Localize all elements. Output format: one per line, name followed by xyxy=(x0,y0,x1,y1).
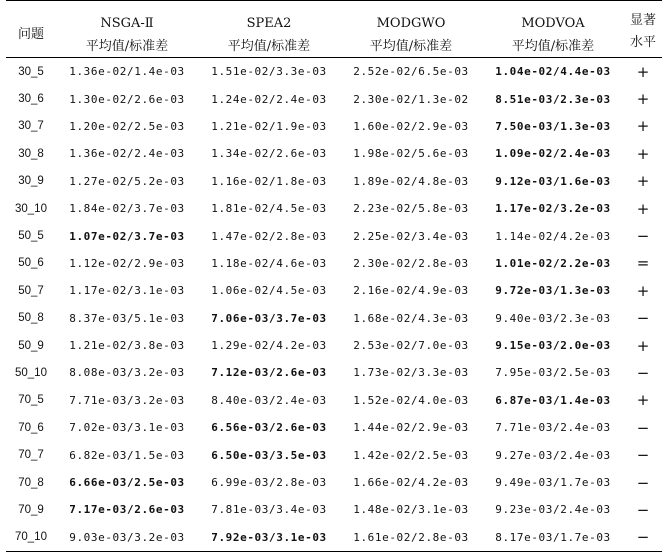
table-row xyxy=(6,140,662,167)
problem-cell: 70_10 xyxy=(15,531,47,544)
spea-value-cell: 6.56e-03/2.6e-03 xyxy=(211,421,327,435)
spea-value-cell: 6.99e-03/2.8e-03 xyxy=(211,476,327,490)
significance-cell: − xyxy=(636,528,650,547)
spea-value-cell: 1.29e-02/4.2e-03 xyxy=(211,339,327,353)
spea-value-cell: 1.47e-02/2.8e-03 xyxy=(211,229,327,243)
modvoa-value-cell: 9.15e-03/2.0e-03 xyxy=(495,339,611,353)
nsga-value-cell: 8.08e-03/3.2e-03 xyxy=(69,366,185,380)
significance-cell: + xyxy=(636,117,650,136)
nsga-value-cell: 6.66e-03/2.5e-03 xyxy=(69,476,185,490)
modvoa-value-cell: 1.04e-02/4.4e-03 xyxy=(495,65,611,79)
problem-cell: 30_9 xyxy=(18,175,44,188)
modvoa-value-cell: 7.71e-03/2.4e-03 xyxy=(495,421,611,435)
significance-cell: + xyxy=(636,144,650,163)
modgwo-value-cell: 1.42e-02/2.5e-03 xyxy=(353,448,469,462)
problem-cell: 70_5 xyxy=(18,394,44,407)
significance-cell: + xyxy=(636,336,650,355)
results-body xyxy=(6,58,662,552)
table-row xyxy=(6,85,662,112)
table-row xyxy=(6,305,662,332)
modvoa-value-cell: 9.40e-03/2.3e-03 xyxy=(495,311,611,325)
nsga-value-cell: 8.37e-03/5.1e-03 xyxy=(69,311,185,325)
problem-cell: 70_8 xyxy=(18,476,44,489)
significance-cell: − xyxy=(636,418,650,437)
header-row-metrics xyxy=(6,31,662,58)
significance-cell: − xyxy=(636,363,650,382)
spea-value-cell: 1.24e-02/2.4e-03 xyxy=(211,92,327,106)
algorithm-header-modvoa: MODVOA xyxy=(521,16,585,31)
modgwo-value-cell: 2.25e-02/3.4e-03 xyxy=(353,229,469,243)
significance-cell: − xyxy=(636,227,650,246)
modvoa-value-cell: 7.50e-03/1.3e-03 xyxy=(495,119,611,133)
modgwo-value-cell: 1.61e-02/2.8e-03 xyxy=(353,530,469,544)
algorithm-header-nsga2: NSGA-Ⅱ xyxy=(100,16,154,31)
spea-value-cell: 7.12e-03/2.6e-03 xyxy=(211,366,327,380)
modgwo-value-cell: 2.52e-02/6.5e-03 xyxy=(353,65,469,79)
problem-cell: 50_6 xyxy=(18,257,44,270)
significance-cell: = xyxy=(636,254,650,273)
modvoa-value-cell: 7.95e-03/2.5e-03 xyxy=(495,366,611,380)
significance-cell: + xyxy=(636,281,650,300)
nsga-value-cell: 1.20e-02/2.5e-03 xyxy=(69,119,185,133)
problem-cell: 50_8 xyxy=(18,312,44,325)
problem-cell: 70_7 xyxy=(18,449,44,462)
problem-cell: 50_5 xyxy=(18,230,44,243)
modvoa-value-cell: 1.14e-02/4.2e-03 xyxy=(495,229,611,243)
modvoa-value-cell: 1.09e-02/2.4e-03 xyxy=(495,147,611,161)
table-row xyxy=(6,58,662,86)
table-row xyxy=(6,496,662,523)
algorithm-header-spea2: SPEA2 xyxy=(246,16,292,31)
spea-value-cell: 1.16e-02/1.8e-03 xyxy=(211,174,327,188)
modgwo-value-cell: 2.30e-02/2.8e-03 xyxy=(353,256,469,270)
results-table-container xyxy=(6,0,662,552)
table-row xyxy=(6,195,662,222)
spea-value-cell: 1.06e-02/4.5e-03 xyxy=(211,284,327,298)
significance-cell: − xyxy=(636,309,650,328)
subheader-nsga2: 平均值/标准差 xyxy=(85,38,169,54)
spea-value-cell: 7.06e-03/3.7e-03 xyxy=(211,311,327,325)
spea-value-cell: 8.40e-03/2.4e-03 xyxy=(211,393,327,407)
modgwo-value-cell: 1.66e-02/4.2e-03 xyxy=(353,476,469,490)
spea-value-cell: 1.18e-02/4.6e-03 xyxy=(211,256,327,270)
significance-header-line1: 显著 xyxy=(629,13,656,28)
algorithm-header-modgwo: MODGWO xyxy=(376,16,446,31)
table-row xyxy=(6,332,662,359)
results-table xyxy=(6,0,662,552)
nsga-value-cell: 1.12e-02/2.9e-03 xyxy=(69,256,185,270)
nsga-value-cell: 1.21e-02/3.8e-03 xyxy=(69,339,185,353)
modgwo-value-cell: 1.44e-02/2.9e-03 xyxy=(353,421,469,435)
significance-cell: + xyxy=(636,90,650,109)
significance-cell: + xyxy=(636,199,650,218)
modvoa-value-cell: 6.87e-03/1.4e-03 xyxy=(495,393,611,407)
header-row-algorithms xyxy=(6,1,662,32)
table-row xyxy=(6,469,662,496)
modgwo-value-cell: 1.73e-02/3.3e-03 xyxy=(353,366,469,380)
table-row xyxy=(6,359,662,386)
nsga-value-cell: 1.27e-02/5.2e-03 xyxy=(69,174,185,188)
nsga-value-cell: 1.84e-02/3.7e-03 xyxy=(69,202,185,216)
nsga-value-cell: 1.17e-02/3.1e-03 xyxy=(69,284,185,298)
significance-cell: − xyxy=(636,500,650,519)
problem-cell: 50_9 xyxy=(18,339,44,352)
spea-value-cell: 1.51e-02/3.3e-03 xyxy=(211,65,327,79)
modvoa-value-cell: 8.17e-03/1.7e-03 xyxy=(495,530,611,544)
table-row xyxy=(6,387,662,414)
problem-cell: 30_8 xyxy=(18,147,44,160)
problem-cell: 30_6 xyxy=(18,93,44,106)
spea-value-cell: 7.81e-03/3.4e-03 xyxy=(211,503,327,517)
table-row xyxy=(6,441,662,468)
modgwo-value-cell: 2.23e-02/5.8e-03 xyxy=(353,202,469,216)
modgwo-value-cell: 2.53e-02/7.0e-03 xyxy=(353,339,469,353)
problem-cell: 50_10 xyxy=(15,366,47,379)
nsga-value-cell: 7.02e-03/3.1e-03 xyxy=(69,421,185,435)
modvoa-value-cell: 8.51e-03/2.3e-03 xyxy=(495,92,611,106)
problem-header: 问题 xyxy=(17,26,44,42)
modgwo-value-cell: 1.52e-02/4.0e-03 xyxy=(353,393,469,407)
table-row xyxy=(6,277,662,304)
modgwo-value-cell: 1.60e-02/2.9e-03 xyxy=(353,119,469,133)
significance-cell: − xyxy=(636,473,650,492)
problem-cell: 30_7 xyxy=(18,120,44,133)
nsga-value-cell: 1.07e-02/3.7e-03 xyxy=(69,229,185,243)
nsga-value-cell: 1.30e-02/2.6e-03 xyxy=(69,92,185,106)
problem-cell: 30_10 xyxy=(15,202,47,215)
modvoa-value-cell: 9.23e-03/2.4e-03 xyxy=(495,503,611,517)
nsga-value-cell: 9.03e-03/3.2e-03 xyxy=(69,530,185,544)
modgwo-value-cell: 1.48e-02/3.1e-03 xyxy=(353,503,469,517)
nsga-value-cell: 6.82e-03/1.5e-03 xyxy=(69,448,185,462)
modgwo-value-cell: 1.98e-02/5.6e-03 xyxy=(353,147,469,161)
significance-cell: − xyxy=(636,446,650,465)
spea-value-cell: 1.21e-02/1.9e-03 xyxy=(211,119,327,133)
significance-cell: + xyxy=(636,391,650,410)
table-row xyxy=(6,250,662,277)
significance-header xyxy=(624,1,662,58)
modgwo-value-cell: 1.68e-02/4.3e-03 xyxy=(353,311,469,325)
nsga-value-cell: 7.17e-03/2.6e-03 xyxy=(69,503,185,517)
problem-cell: 50_7 xyxy=(18,284,44,297)
significance-cell: + xyxy=(636,172,650,191)
modvoa-value-cell: 9.27e-03/2.4e-03 xyxy=(495,448,611,462)
modvoa-value-cell: 9.72e-03/1.3e-03 xyxy=(495,284,611,298)
subheader-modvoa: 平均值/标准差 xyxy=(511,38,595,54)
table-row xyxy=(6,414,662,441)
table-row xyxy=(6,524,662,552)
modgwo-value-cell: 1.89e-02/4.8e-03 xyxy=(353,174,469,188)
nsga-value-cell: 1.36e-02/1.4e-03 xyxy=(69,65,185,79)
nsga-value-cell: 7.71e-03/3.2e-03 xyxy=(69,393,185,407)
problem-cell: 70_6 xyxy=(18,421,44,434)
problem-cell: 30_5 xyxy=(18,65,44,78)
modvoa-value-cell: 9.12e-03/1.6e-03 xyxy=(495,174,611,188)
spea-value-cell: 1.81e-02/4.5e-03 xyxy=(211,202,327,216)
table-row xyxy=(6,113,662,140)
subheader-modgwo: 平均值/标准差 xyxy=(369,38,453,54)
spea-value-cell: 7.92e-03/3.1e-03 xyxy=(211,530,327,544)
significance-header-line2: 水平 xyxy=(629,35,656,50)
modvoa-value-cell: 9.49e-03/1.7e-03 xyxy=(495,476,611,490)
modvoa-value-cell: 1.01e-02/2.2e-03 xyxy=(495,256,611,270)
subheader-spea2: 平均值/标准差 xyxy=(227,38,311,54)
modgwo-value-cell: 2.30e-02/1.3e-02 xyxy=(353,92,469,106)
modgwo-value-cell: 2.16e-02/4.9e-03 xyxy=(353,284,469,298)
problem-cell: 70_9 xyxy=(18,503,44,516)
table-row xyxy=(6,222,662,249)
modvoa-value-cell: 1.17e-02/3.2e-03 xyxy=(495,202,611,216)
spea-value-cell: 1.34e-02/2.6e-03 xyxy=(211,147,327,161)
nsga-value-cell: 1.36e-02/2.4e-03 xyxy=(69,147,185,161)
table-row xyxy=(6,168,662,195)
significance-cell: + xyxy=(636,62,650,81)
spea-value-cell: 6.50e-03/3.5e-03 xyxy=(211,448,327,462)
